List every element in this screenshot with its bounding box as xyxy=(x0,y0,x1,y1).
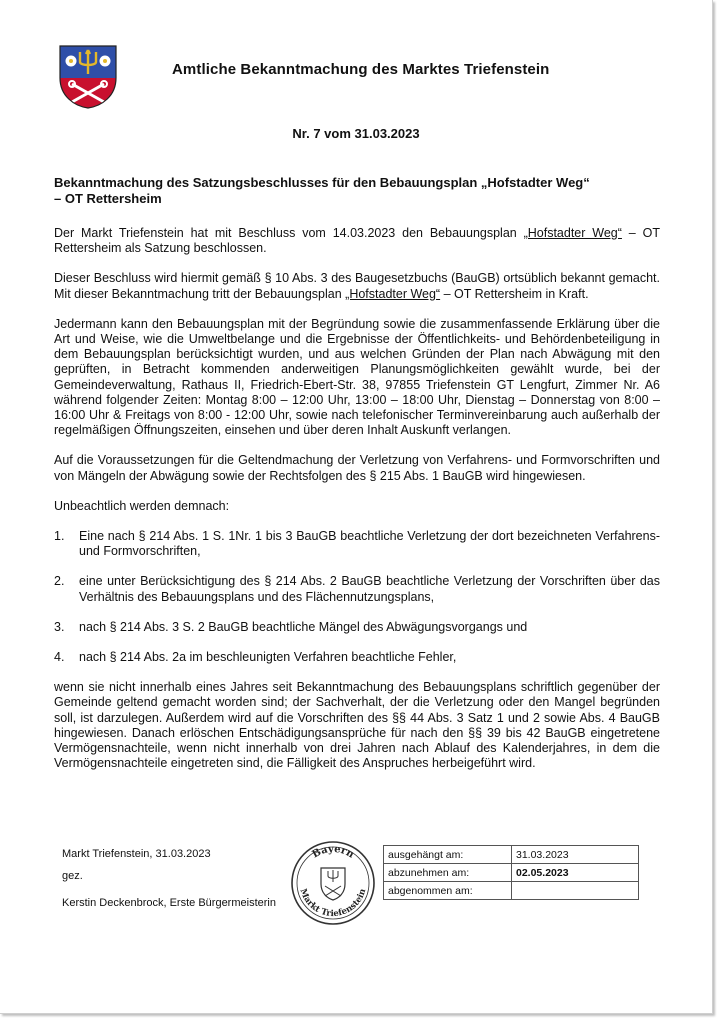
table-cell-label: abgenommen am: xyxy=(384,882,512,900)
list-item xyxy=(54,529,660,559)
official-seal-icon xyxy=(290,840,376,926)
signed-marker: gez. xyxy=(62,870,83,882)
list-text: nach § 214 Abs. 2a im beschleunigten Verfahren beachtliche Fehler, xyxy=(79,650,457,665)
headline-line-2: – OT Rettersheim xyxy=(54,191,162,206)
list-text: eine unter Berücksichtigung des § 214 Abs. 2 BauGB beachtliche Verletzung der Vorschriften über das Verhältnis des Bebauungsplans und des Flächennutzungsplans, xyxy=(79,574,660,604)
list-item xyxy=(54,620,660,635)
paragraph-list-intro: Unbeachtlich werden demnach: xyxy=(54,498,230,513)
violations-list xyxy=(54,529,660,665)
table-row xyxy=(384,864,639,882)
svg-text:Bayern xyxy=(310,844,356,861)
paragraph-text: Der Markt Triefenstein hat mit Beschluss vom 14.03.2023 den Bebauungsplan xyxy=(54,226,524,240)
page-title: Amtliche Bekanntmachung des Marktes Triefenstein xyxy=(172,61,550,78)
table-cell-value: 31.03.2023 xyxy=(512,846,639,864)
list-number: 3. xyxy=(54,619,65,634)
paragraph-text: – OT Rettersheim in Kraft. xyxy=(440,286,589,301)
seal-bottom-text: Markt Triefenstein xyxy=(297,887,369,920)
list-number: 4. xyxy=(54,650,65,665)
announcement-headline xyxy=(54,175,660,207)
signatory: Kerstin Deckenbrock, Erste Bürgermeisterin xyxy=(62,897,276,909)
svg-text:Markt Triefenstein xyxy=(298,887,369,919)
paragraph-text: Dieser Beschluss wird hiermit gemäß § 10 Abs. 3 des Baugesetzbuchs (BauGB) ortsüblich bekannt gemacht. Mit dieser Bekanntmachung tritt der Bebauungsplan xyxy=(54,271,660,301)
table-row xyxy=(384,882,639,900)
table-cell-value xyxy=(512,882,639,900)
paragraph-text: – OT Rettersheim als Satzung beschlossen. xyxy=(54,226,660,256)
table-cell-value: 02.05.2023 xyxy=(512,864,639,882)
table-row xyxy=(384,846,639,864)
plan-name-link: „Hofstadter Weg“ xyxy=(523,226,622,240)
table-cell-label: abzunehmen am: xyxy=(384,864,512,882)
paragraph-requirements: Auf die Voraussetzungen für die Geltendmachung der Verletzung von Verfahrens- und Formvorschriften und von Mängeln der Abwägung sowie der Rechtsfolgen des § 215 Abs. 1 BauGB wird hingewiesen. xyxy=(54,453,660,483)
plan-name-link: „Hofstadter Weg“ xyxy=(345,286,441,301)
document-body xyxy=(54,175,660,786)
list-item xyxy=(54,574,660,604)
paragraph-announcement xyxy=(54,271,660,301)
issue-number: Nr. 7 vom 31.03.2023 xyxy=(292,126,420,141)
table-cell-label: ausgehängt am: xyxy=(384,846,512,864)
list-item xyxy=(54,650,660,665)
headline-line-1: Bekanntmachung des Satzungsbeschlusses für den Bebauungsplan „Hofstadter Weg“ xyxy=(54,175,590,190)
list-text: Eine nach § 214 Abs. 1 S. 1Nr. 1 bis 3 BauGB beachtliche Verletzung der dort bezeichneten Verfahrens- und Formvorschriften, xyxy=(79,529,660,559)
coat-of-arms-icon xyxy=(58,44,118,110)
paragraph-resolution xyxy=(54,226,660,256)
paragraph-deadline: wenn sie nicht innerhalb eines Jahres seit Bekanntmachung des Bebauungsplans schriftlich gegenüber der Gemeinde geltend gemacht worden sind; der Sachverhalt, der die Verletzung oder den Mangel begründen soll, ist darzulegen. Außerdem wird auf die Vorschriften des §§ 44 Abs. 3 Satz 1 und 2 sowie Abs. 4 BauGB hingewiesen. Danach erlöschen Entschädigungsansprüche für nach den §§ 39 bis 42 BauGB eingetretene Vermögensnachteile, wenn nicht innerhalb von drei Jahren nach Ablauf des Kalenderjahres, in dem die Vermögensnachteile eingetreten sind, die Fälligkeit des Anspruches herbeigeführt wird. xyxy=(54,680,660,771)
list-number: 1. xyxy=(54,529,65,544)
list-text: nach § 214 Abs. 3 S. 2 BauGB beachtliche Mängel des Abwägungsvorgangs und xyxy=(79,619,528,634)
seal-top-text: Bayern xyxy=(310,843,356,861)
paragraph-inspection: Jedermann kann den Bebauungsplan mit der Begründung sowie die zusammenfassende Erklärung über die Art und Weise, wie die Umweltbelange und die Ergebnisse der Öffentlichkeits- und Behördenbeteiligung in dem Bebauungsplan berücksichtigt wurden, und aus welchen Gründen der Plan nach Abwägung mit den geprüften, in Betracht kommenden anderweitigen Planungsmöglichkeiten gewählt wurde, bei der Gemeindeverwaltung, Rathaus II, Friedrich-Ebert-Str. 38, 97855 Triefenstein GT Lengfurt, Zimmer Nr. A6 während folgender Zeiten: Montag 8:00 – 12:00 Uhr, 13:00 – 18:00 Uhr, Dienstag – Donnerstag von 8:00 – 16:00 Uhr & Freitags von 8:00 - 12:00 Uhr, sowie nach telefonischer Terminvereinbarung auch außerhalb der regelmäßigen Öffnungszeiten, einsehen und über deren Inhalt Auskunft verlangen. xyxy=(54,316,660,438)
list-number: 2. xyxy=(54,574,65,589)
posting-status-table xyxy=(383,845,639,900)
place-date: Markt Triefenstein, 31.03.2023 xyxy=(62,848,211,860)
